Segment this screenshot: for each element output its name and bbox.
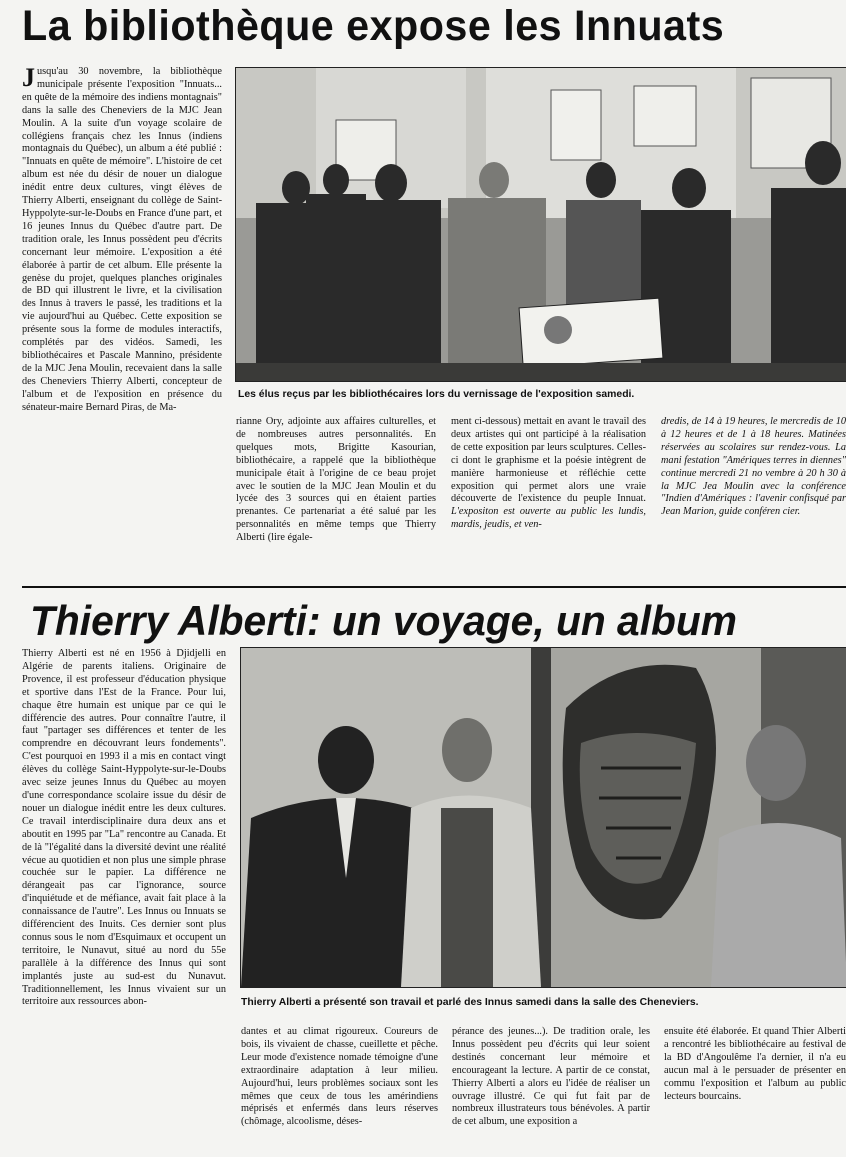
- drop-cap: J: [22, 66, 35, 92]
- photo-vernissage: [235, 67, 846, 382]
- photo-vernissage-image: [236, 68, 846, 381]
- article2-column-1: [22, 648, 226, 1157]
- article1-col3-hours: L'expositon est ouverte au public les lundis, mardis, jeudis, et ven-: [451, 506, 646, 531]
- article2-col3-text: pérance des jeunes...). De tradition orale, les Innus possèdent peu d'écrits qui leur soient destinés concernant leur mémoire et encourageant la lecture. A partir de ce constat, Thierry Alberti a alors eu l'idée de réaliser un ouvrage illustré. Ce qui fut fait par de nombreux illustrateurs tous bénévoles. A partir de cet album, une exposition a: [452, 1026, 650, 1128]
- article1-column-1: [22, 66, 222, 582]
- article2-col4-text: ensuite été élaborée. Et quand Thier Alberti a rencontré les bibliothécaire au festival de la BD d'Angoulême l'a dernier, il n'a eu aucun mal à le persuader de présenter en commu l'exposition et l'album au public lecteurs bourcains.: [664, 1026, 846, 1102]
- photo-alberti-sculpture: [240, 647, 846, 988]
- article1-column-3: [451, 416, 646, 580]
- headline-thierry-alberti: Thierry Alberti: un voyage, un album: [30, 597, 738, 644]
- article1-col2-text: rianne Ory, adjointe aux affaires culturelles, et de nombreuses autres personnalités. En quelques mots, Brigitte Kasourian, bibliothécaire, a rappelé que la bibliothèque municipale était à l'origine de ce beau projet avec le soutien de la MJC Jean Moulin et du lycée des 3 sources qui en étaient parties prenantes. Ce partenariat a été salué par les personnalités en même temps que Thierry Alberti (lire égale-: [236, 416, 436, 544]
- article2-col1-text: Thierry Alberti est né en 1956 à Djidjelli en Algérie de parents italiens. Originaire de Provence, il est professeur d'éducation physique et sportive dans l'Est de la France. Pour lui, chaque être humain est unique par ce qui le différencie des autres. Pour connaître l'autre, il faut "partager ses différences et tenter de les comprendre en découvrant leurs fondements". C'est pourquoi en 1993 il a mis en contact vingt élèves du collège Saint-Hyppolyte-sur-le-Doubs avec seize jeunes Innus du Québec au moyen d'une correspondance scolaire issue du désir de nouer un dialogue inédit entre les deux cultures. Ce travail interdisciplinaire dura deux ans et aboutit en 1995 par "La" rencontre au Canada. Et de là "l'égalité dans la diversité devint une réalité vécue au quotidien et non plus une simple phrase couchée sur le papier. La différence ne dérangeait pas car l'ignorance, source d'inquiétude et de méfiance, avait fait place à la connaissance de l'autre". Les Innus ou Innuats se différencient des Inuits. Ces dernier sont plus connus sous le nom d'Esquimaux et occupent un territoire, le Nunavut, situé au nord du 55e parallèle à la différence des Innus qui sont implantés juste au sud-est du Nunavut. Traditionnellement, les Innus vivaient sur un territoire aux ressources abon-: [22, 648, 226, 1008]
- article1-col1-text: usqu'au 30 novembre, la bibliothèque municipale présente l'exposition "Innuats... en quête de la mémoire des indiens montagnais" dans la salle des Cheneviers de la MJC Jean Moulin. A la suite d'un voyage scolaire de collégiens français chez les Innus (indiens montagnais du Québec), un album a été publié : "Innuats en quête de mémoire". L'histoire de cet album est née du désir de nouer un dialogue inédit entre deux cultures, vingt élèves de Thierry Alberti, enseignant du collège de Saint-Hyppolyte-sur-le-Doubs en France d'une part, et 16 jeunes Innus du Québec d'autre part. De tradition orale, les Innus possèdent peu d'écrits concernant leur mémoire. L'exposition a été élaborée à partir de cet album. Elle présente la genèse du projet, quelques planches originales de BD qui illustrent le livre, et la civilisation des Innus à travers le passé, les traditions et la vie aujourd'hui au Québec. Cette exposition se présente sous la forme de modules interactifs, complétés par des vidéos. Samedi, les bibliothécaires et Pascale Mannino, présidente de la MJC Jena Moulin, recevaient dans la salle des Cheneviers Thierry Alberti, concepteur de l'album et de l'exposition en présence du sénateur-maire Bernard Piras, de Ma-: [22, 66, 222, 413]
- section-divider: [22, 586, 846, 588]
- article1-column-2: [236, 416, 436, 580]
- article2-col2-text: dantes et au climat rigoureux. Coureurs de bois, ils vivaient de chasse, cueillette et pêche. Leur mode d'existence nomade témoigne d'une extraordinaire adaptation à leur milieu. Aujourd'hui, leurs problèmes sociaux sont les mêmes que ceux de tous les amérindiens méprisés et enfermés dans leurs réserves (chômage, alcoolisme, déses-: [241, 1026, 438, 1128]
- article1-column-4: [661, 416, 846, 580]
- article1-col4-text: dredis, de 14 à 19 heures, le mercredis de 10 à 12 heures et de 1 à 18 heures. Matinées réservées au scolaires sur rendez-vous. La mani festation "Amériques terres in diennes" continue mercredi 21 no vembre à 20 h 30 à la MJC Jea Moulin avec la conférence "Indien d'Amériques : l'avenir confisqué par Jean Marion, guide conféren cier.: [661, 416, 846, 518]
- photo-alberti-image: [241, 648, 846, 987]
- article1-col3-text: ment ci-dessous) mettait en avant le travail des deux artistes qui ont participé à la réalisation de cette exposition par leurs sculptures. Celles-ci dont le graphisme et la poésie intègrent de manière harmonieuse et réfléchie cette exposition qui permet alors une vraie découverte de l'existence du peuple Innuat.: [451, 416, 646, 505]
- article2-column-2: [241, 1026, 438, 1157]
- article2-column-3: [452, 1026, 650, 1157]
- photo-alberti-caption: Thierry Alberti a présenté son travail et parlé des Innus samedi dans la salle des Cheneviers.: [241, 997, 699, 1008]
- article2-column-4: [664, 1026, 846, 1157]
- headline-library-exhibit: La bibliothèque expose les Innuats: [22, 2, 725, 50]
- photo-vernissage-caption: Les élus reçus par les bibliothécaires lors du vernissage de l'exposition samedi.: [238, 389, 635, 400]
